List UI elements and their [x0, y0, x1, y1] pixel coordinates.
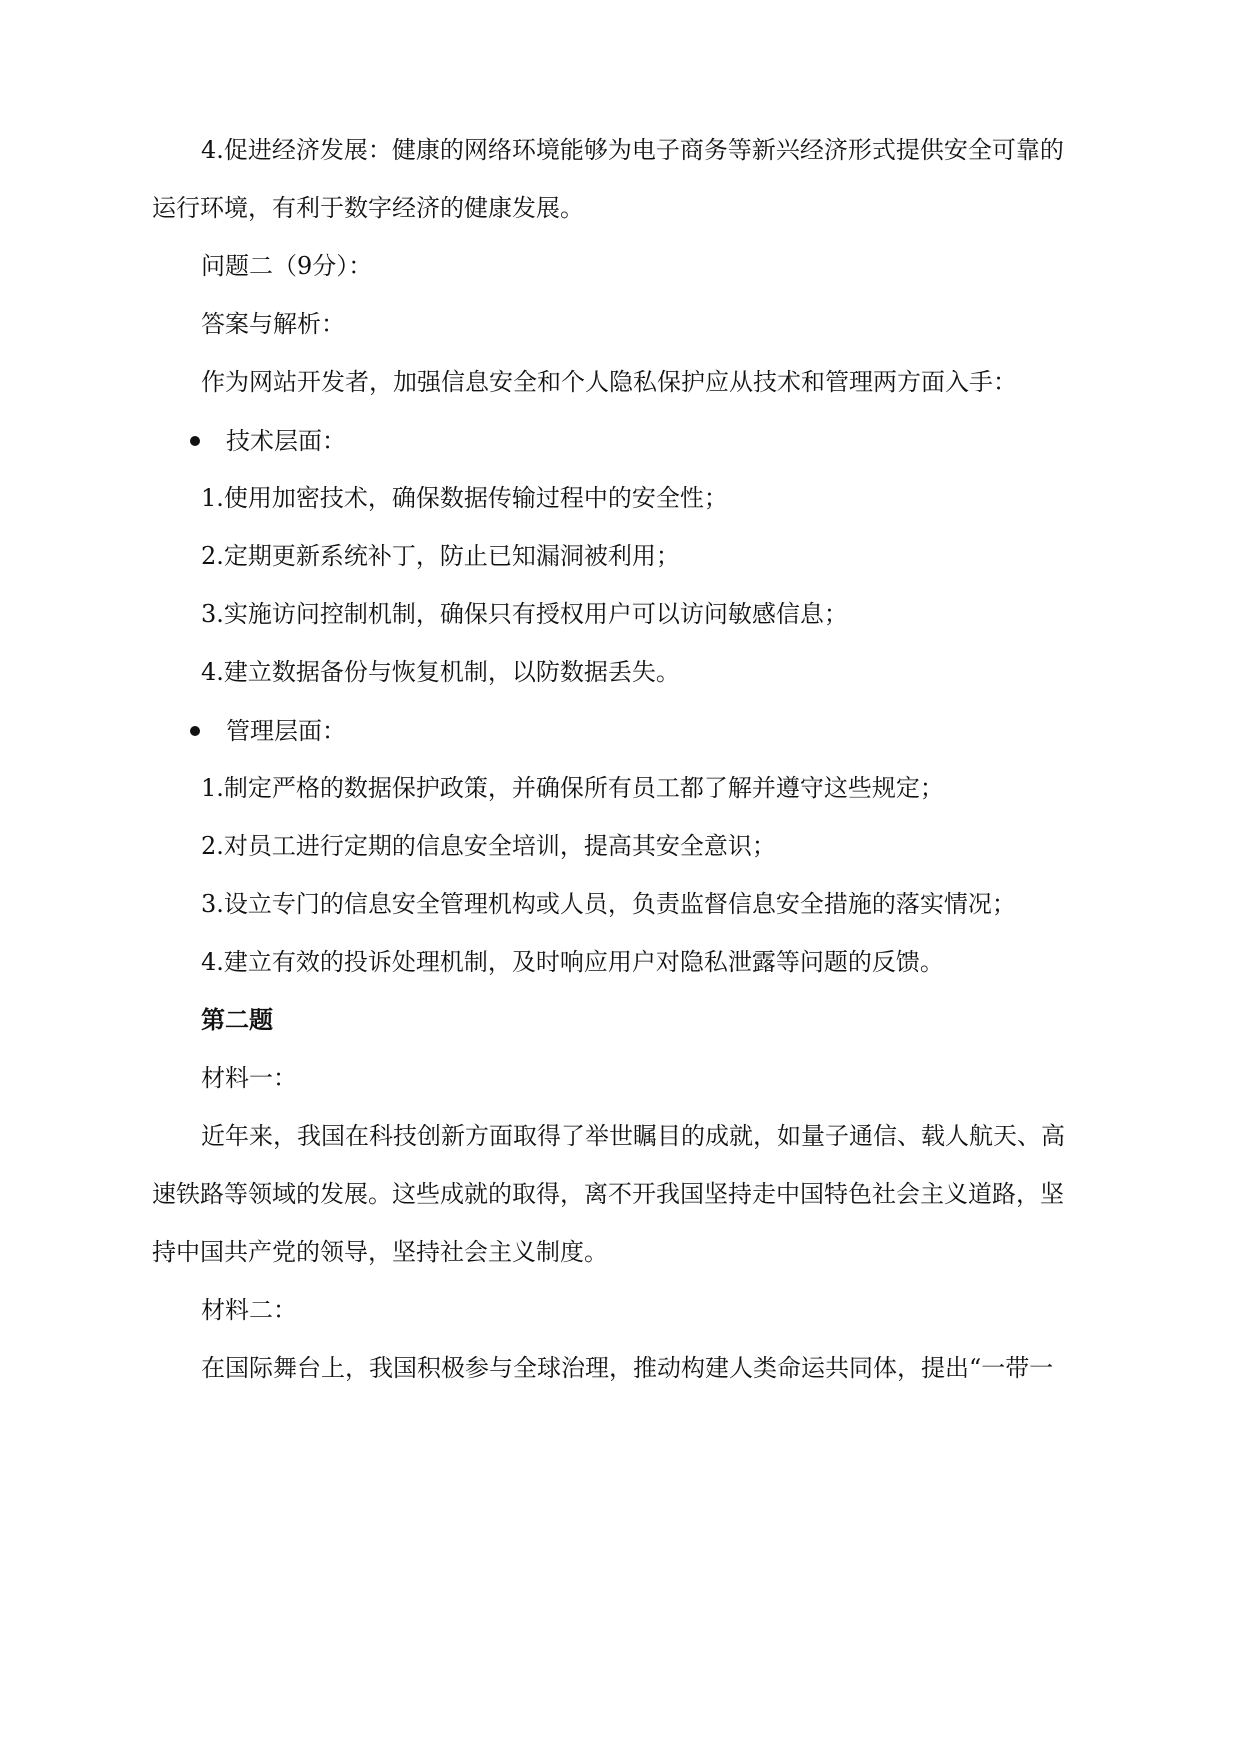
bullet-icon — [190, 436, 200, 446]
list-item: 2.对员工进行定期的信息安全培训，提高其安全意识； — [201, 832, 776, 860]
question-heading: 问题二（9分）： — [201, 252, 373, 280]
list-item: 1.使用加密技术，确保数据传输过程中的安全性； — [201, 484, 728, 512]
paragraph-line: 在国际舞台上，我国积极参与全球治理，推动构建人类命运共同体，提出“一带一 — [201, 1354, 1054, 1382]
list-item: 3.实施访问控制机制，确保只有授权用户可以访问敏感信息； — [201, 600, 848, 628]
section-title: 第二题 — [201, 1006, 273, 1034]
list-item: 3.设立专门的信息安全管理机构或人员，负责监督信息安全措施的落实情况； — [201, 890, 1016, 918]
list-item: 2.定期更新系统补丁，防止已知漏洞被利用； — [201, 542, 680, 570]
paragraph-line: 4.促进经济发展：健康的网络环境能够为电子商务等新兴经济形式提供安全可靠的 — [201, 136, 1064, 164]
material-heading: 材料二： — [201, 1296, 297, 1324]
paragraph-line: 运行环境，有利于数字经济的健康发展。 — [152, 194, 584, 222]
paragraph-line: 近年来，我国在科技创新方面取得了举世瞩目的成就，如量子通信、载人航天、高 — [201, 1122, 1065, 1150]
bullet-heading-tech: 技术层面： — [226, 427, 346, 455]
paragraph-line: 持中国共产党的领导，坚持社会主义制度。 — [152, 1238, 608, 1266]
paragraph-line: 速铁路等领域的发展。这些成就的取得，离不开我国坚持走中国特色社会主义道路，坚 — [152, 1180, 1064, 1208]
paragraph-line: 作为网站开发者，加强信息安全和个人隐私保护应从技术和管理两方面入手： — [201, 368, 1017, 396]
material-heading: 材料一： — [201, 1064, 297, 1092]
list-item: 4.建立有效的投诉处理机制，及时响应用户对隐私泄露等问题的反馈。 — [201, 948, 944, 976]
answer-heading: 答案与解析： — [201, 310, 345, 338]
bullet-heading-management: 管理层面： — [226, 717, 346, 745]
bullet-icon — [190, 726, 200, 736]
list-item: 1.制定严格的数据保护政策，并确保所有员工都了解并遵守这些规定； — [201, 774, 944, 802]
list-item: 4.建立数据备份与恢复机制，以防数据丢失。 — [201, 658, 680, 686]
